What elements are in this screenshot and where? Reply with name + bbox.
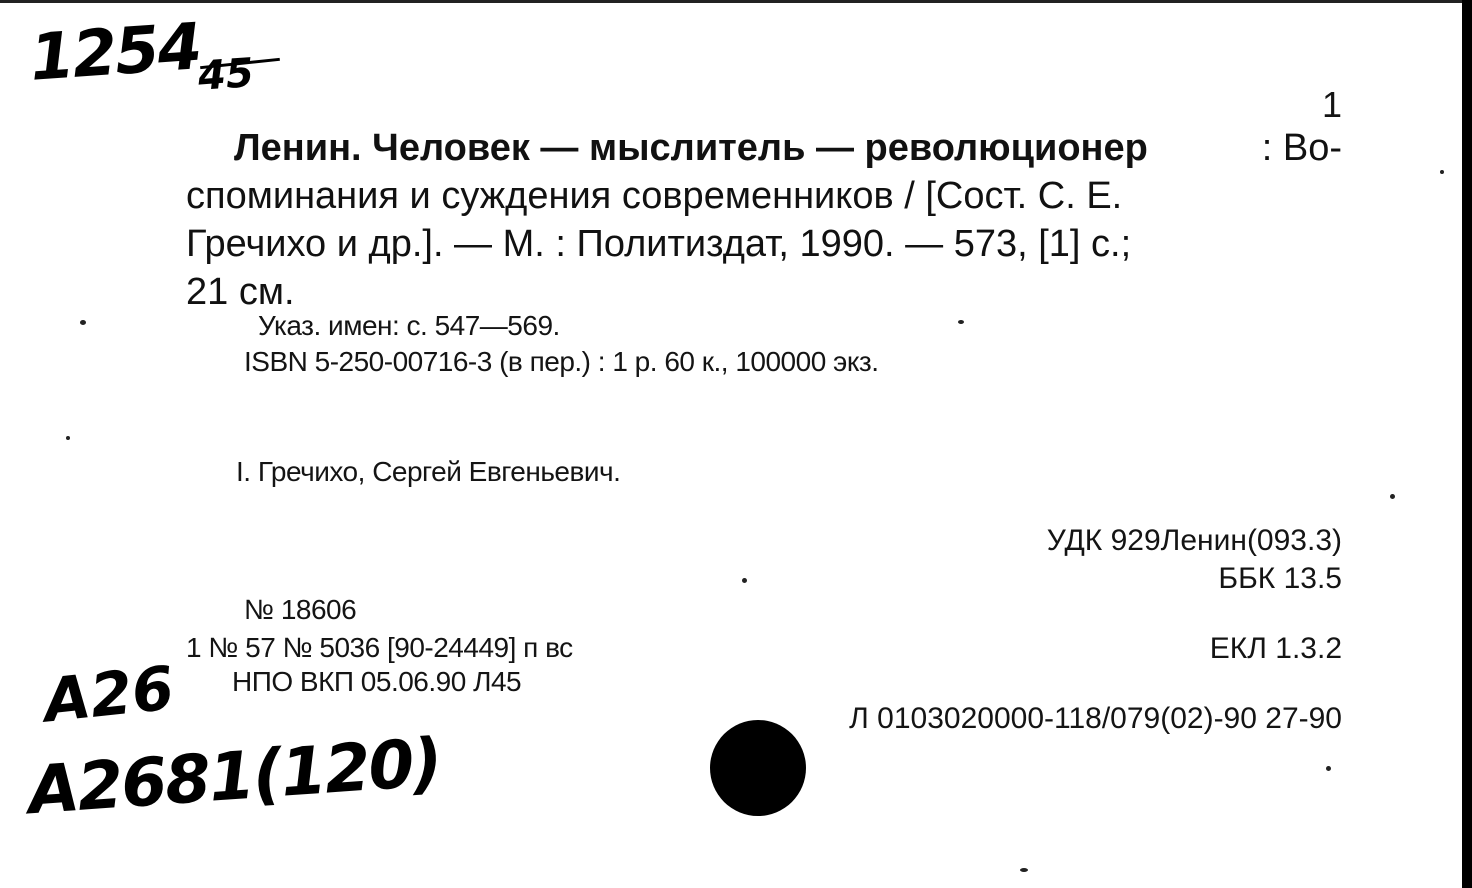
handwritten-bottom-code-1: A26 bbox=[40, 653, 178, 737]
handwritten-bottom-code-2-main: A2681 bbox=[25, 736, 256, 830]
scan-speck bbox=[1440, 170, 1444, 174]
title-line-3-text: Гречихо и др.]. — М. : Политиздат, 1990. — 573, [1] с.; bbox=[186, 223, 1132, 265]
title-line-3 bbox=[186, 220, 1342, 268]
title-heading: Ленин. Человек — мыслитель — революционер bbox=[234, 127, 1148, 169]
scan-edge-top bbox=[0, 0, 1472, 3]
npo-line: НПО ВКП 05.06.90 Л45 bbox=[232, 666, 522, 697]
scan-edge-right bbox=[1462, 0, 1472, 888]
handwritten-bottom-code-2 bbox=[26, 724, 443, 830]
handwritten-top-fraction: 45 bbox=[196, 50, 256, 100]
price-code: Л 0103020000-118/079(02)-90 27-90 bbox=[849, 702, 1342, 735]
handwritten-top-number: 1254 bbox=[27, 10, 203, 96]
card-sequence-number: 1 bbox=[1322, 84, 1343, 125]
title-line-1 bbox=[186, 124, 1342, 172]
handwritten-bottom-code-2-paren: (120) bbox=[250, 723, 444, 814]
udk-code: УДК 929Ленин(093.3) bbox=[1046, 524, 1342, 557]
series-line: 1 № 57 № 5036 [90-24449] п вс bbox=[186, 632, 573, 663]
ekl-code: ЕКЛ 1.3.2 bbox=[1209, 632, 1342, 665]
title-line-4-text: 21 см. bbox=[186, 271, 295, 313]
scan-speck bbox=[1326, 766, 1331, 771]
scan-speck bbox=[80, 320, 86, 325]
bibliographic-description bbox=[186, 124, 1342, 316]
title-line-1-rest: : Во- bbox=[1261, 127, 1342, 169]
added-entry: I. Гречихо, Сергей Евгеньевич. bbox=[236, 456, 621, 487]
title-line-4 bbox=[186, 268, 1342, 316]
isbn-note: ISBN 5-250-00716-3 (в пер.) : 1 р. 60 к., 100000 экз. bbox=[244, 346, 879, 377]
scan-speck bbox=[742, 578, 747, 583]
title-line-2 bbox=[186, 172, 1342, 220]
scan-speck bbox=[66, 436, 70, 440]
title-line-2-text: споминания и суждения современников / [Сост. С. Е. bbox=[186, 175, 1123, 217]
index-note: Указ. имен: с. 547—569. bbox=[258, 310, 560, 341]
scan-speck bbox=[1390, 494, 1395, 499]
bbk-code: ББК 13.5 bbox=[1218, 562, 1342, 595]
punch-hole bbox=[710, 720, 806, 816]
scan-speck bbox=[958, 320, 964, 324]
scan-speck bbox=[1020, 868, 1028, 872]
catalog-number: № 18606 bbox=[244, 594, 357, 625]
